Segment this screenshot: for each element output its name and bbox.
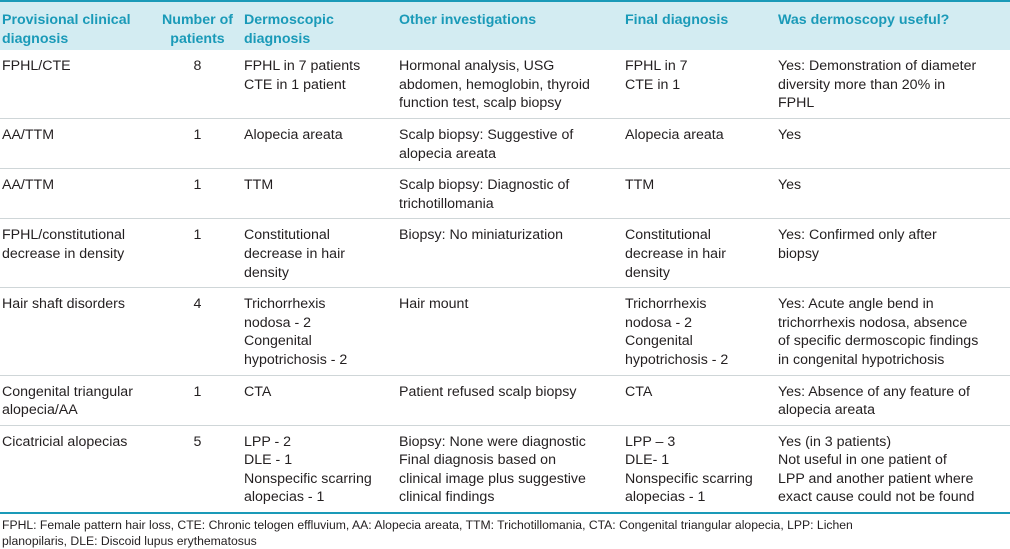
cell-line: nodosa - 2 bbox=[625, 314, 693, 331]
cell-line: Patient refused scalp biopsy bbox=[399, 383, 577, 400]
header-line: diagnosis bbox=[244, 30, 311, 47]
provisional-diagnosis-cell bbox=[0, 219, 155, 288]
table-row bbox=[0, 375, 1010, 425]
header-line: Number of bbox=[162, 12, 233, 28]
cell-line: Cicatricial alopecias bbox=[2, 433, 128, 450]
cell-line: exact cause could not be found bbox=[778, 489, 975, 506]
cell-line: Alopecia areata bbox=[244, 126, 343, 143]
cell-line: FPHL bbox=[778, 95, 815, 112]
final-diagnosis-cell bbox=[623, 118, 776, 168]
footnote-line: planopilaris, DLE: Discoid lupus erythematosus bbox=[2, 534, 257, 549]
header-line: patients bbox=[170, 30, 225, 47]
other-investigations-cell bbox=[397, 288, 623, 375]
cell-line: DLE - 1 bbox=[244, 452, 293, 469]
patient-count-cell: 1 bbox=[193, 126, 202, 143]
final-diagnosis-cell bbox=[623, 288, 776, 375]
other-investigations-cell bbox=[397, 375, 623, 425]
patient-count-cell: 1 bbox=[193, 177, 202, 194]
cell-line: Hair mount bbox=[399, 296, 469, 313]
cell-line: CTA bbox=[625, 383, 653, 400]
cell-line: CTA bbox=[244, 383, 272, 400]
cell-line: LPP and another patient where bbox=[778, 470, 974, 487]
cell-line: Biopsy: No miniaturization bbox=[399, 227, 564, 244]
other-investigations-cell bbox=[397, 169, 623, 219]
cell-line: Trichorrhexis bbox=[625, 296, 707, 313]
cell-line: Yes bbox=[778, 177, 802, 194]
cell-line: nodosa - 2 bbox=[244, 314, 312, 331]
header-line: Other investigations bbox=[399, 12, 537, 28]
final-diagnosis-cell bbox=[623, 375, 776, 425]
other-investigations-header bbox=[397, 1, 623, 50]
dermoscopy-useful-cell bbox=[776, 425, 1010, 512]
dermoscopic-diagnosis-cell bbox=[242, 288, 397, 375]
dermoscopic-diagnosis-header bbox=[242, 1, 397, 50]
table-row bbox=[0, 219, 1010, 288]
number-of-patients-header bbox=[155, 1, 242, 50]
cell-line: Congenital triangular bbox=[2, 383, 133, 400]
cell-line: decrease in hair bbox=[244, 245, 345, 262]
cell-line: TTM bbox=[625, 177, 655, 194]
table-footnote bbox=[0, 512, 1010, 549]
table-row bbox=[0, 425, 1010, 512]
dermoscopy-useful-cell bbox=[776, 288, 1010, 375]
cell-line: CTE in 1 bbox=[625, 76, 681, 93]
patient-count-cell: 1 bbox=[193, 227, 202, 244]
cell-line: clinical findings bbox=[399, 489, 495, 506]
dermoscopy-useful-cell bbox=[776, 50, 1010, 118]
header-line: Final diagnosis bbox=[625, 12, 729, 28]
table-header bbox=[0, 1, 1010, 50]
cell-line: decrease in hair bbox=[625, 245, 726, 262]
cell-line: Congenital bbox=[625, 333, 693, 350]
cell-line: density bbox=[244, 264, 289, 281]
cell-line: trichorrhexis nodosa, absence bbox=[778, 314, 968, 331]
cell-line: Hormonal analysis, USG bbox=[399, 58, 555, 75]
patient-count-cell: 5 bbox=[193, 433, 202, 450]
cell-line: Congenital bbox=[244, 333, 312, 350]
cell-line: Scalp biopsy: Diagnostic of bbox=[399, 177, 570, 194]
cell-line: hypotrichosis - 2 bbox=[244, 351, 348, 368]
cell-line: LPP – 3 bbox=[625, 433, 676, 450]
provisional-diagnosis-cell bbox=[0, 118, 155, 168]
cell-line: FPHL/CTE bbox=[2, 58, 71, 75]
provisional-diagnosis-cell bbox=[0, 50, 155, 118]
provisional-diagnosis-header bbox=[0, 1, 155, 50]
cell-line: FPHL in 7 bbox=[625, 58, 688, 75]
provisional-diagnosis-cell bbox=[0, 169, 155, 219]
dermoscopy-useful-cell bbox=[776, 219, 1010, 288]
final-diagnosis-header bbox=[623, 1, 776, 50]
header-line: Dermoscopic bbox=[244, 12, 334, 28]
cell-line: Biopsy: None were diagnostic bbox=[399, 433, 586, 450]
dermoscopic-diagnosis-cell bbox=[242, 219, 397, 288]
patient-count-cell: 1 bbox=[193, 383, 202, 400]
cell-line: DLE- 1 bbox=[625, 452, 670, 469]
table-body bbox=[0, 50, 1010, 512]
cell-line: alopecia/AA bbox=[2, 402, 78, 419]
cell-line: CTE in 1 patient bbox=[244, 76, 346, 93]
cell-line: Yes: Acute angle bend in bbox=[778, 296, 934, 313]
cell-line: alopecias - 1 bbox=[625, 489, 706, 506]
dermoscopy-useful-header bbox=[776, 1, 1010, 50]
final-diagnosis-cell bbox=[623, 425, 776, 512]
cell-line: FPHL/constitutional bbox=[2, 227, 126, 244]
cell-line: alopecias - 1 bbox=[244, 489, 325, 506]
cell-line: Yes bbox=[778, 126, 802, 143]
provisional-diagnosis-cell bbox=[0, 288, 155, 375]
cell-line: alopecia areata bbox=[778, 402, 876, 419]
other-investigations-cell bbox=[397, 425, 623, 512]
table-row bbox=[0, 118, 1010, 168]
other-investigations-cell bbox=[397, 50, 623, 118]
final-diagnosis-cell bbox=[623, 219, 776, 288]
cell-line: Scalp biopsy: Suggestive of bbox=[399, 126, 574, 143]
cell-line: Yes: Absence of any feature of bbox=[778, 383, 970, 400]
other-investigations-cell bbox=[397, 118, 623, 168]
final-diagnosis-cell bbox=[623, 50, 776, 118]
table-row bbox=[0, 169, 1010, 219]
dermoscopic-diagnosis-cell bbox=[242, 50, 397, 118]
dermoscopic-diagnosis-cell bbox=[242, 118, 397, 168]
cell-line: Yes: Confirmed only after bbox=[778, 227, 937, 244]
cell-line: Yes: Demonstration of diameter bbox=[778, 58, 977, 75]
cell-line: clinical image plus suggestive bbox=[399, 470, 586, 487]
cell-line: LPP - 2 bbox=[244, 433, 292, 450]
header-line: Provisional clinical bbox=[2, 12, 131, 28]
cell-line: Constitutional bbox=[625, 227, 711, 244]
table-row bbox=[0, 50, 1010, 118]
cell-line: Trichorrhexis bbox=[244, 296, 326, 313]
cell-line: density bbox=[625, 264, 670, 281]
cell-line: function test, scalp biopsy bbox=[399, 95, 562, 112]
dermoscopic-diagnosis-cell bbox=[242, 425, 397, 512]
cell-line: AA/TTM bbox=[2, 177, 55, 194]
header-row bbox=[0, 1, 1010, 50]
header-line: diagnosis bbox=[2, 30, 69, 47]
cell-line: FPHL in 7 patients bbox=[244, 58, 361, 75]
cell-line: Not useful in one patient of bbox=[778, 452, 947, 469]
patient-count-cell: 4 bbox=[193, 296, 202, 313]
cell-line: decrease in density bbox=[2, 245, 125, 262]
patient-count-cell: 8 bbox=[193, 58, 202, 75]
cell-line: TTM bbox=[244, 177, 274, 194]
cell-line: trichotillomania bbox=[399, 195, 494, 212]
final-diagnosis-cell bbox=[623, 169, 776, 219]
footnote-line: FPHL: Female pattern hair loss, CTE: Chronic telogen effluvium, AA: Alopecia areata, TTM: Trichotillomania, CTA: Congenital triangular alopecia, LPP: Lichen bbox=[2, 518, 853, 533]
table-row bbox=[0, 288, 1010, 375]
cell-line: abdomen, hemoglobin, thyroid bbox=[399, 76, 590, 93]
cell-line: AA/TTM bbox=[2, 126, 55, 143]
dermoscopy-useful-cell bbox=[776, 169, 1010, 219]
cell-line: in congenital hypotrichosis bbox=[778, 351, 945, 368]
cell-line: biopsy bbox=[778, 245, 820, 262]
cell-line: Constitutional bbox=[244, 227, 330, 244]
cell-line: Alopecia areata bbox=[625, 126, 724, 143]
cell-line: Hair shaft disorders bbox=[2, 296, 126, 313]
cell-line: Nonspecific scarring bbox=[244, 470, 372, 487]
other-investigations-cell bbox=[397, 219, 623, 288]
dermoscopy-useful-cell bbox=[776, 375, 1010, 425]
cell-line: Final diagnosis based on bbox=[399, 452, 556, 469]
header-line: Was dermoscopy useful? bbox=[778, 12, 950, 28]
dermoscopic-diagnosis-cell bbox=[242, 375, 397, 425]
provisional-diagnosis-cell bbox=[0, 375, 155, 425]
cell-line: Yes (in 3 patients) bbox=[778, 433, 892, 450]
cell-line: Nonspecific scarring bbox=[625, 470, 753, 487]
provisional-diagnosis-cell bbox=[0, 425, 155, 512]
cell-line: of specific dermoscopic findings bbox=[778, 333, 979, 350]
cell-line: alopecia areata bbox=[399, 145, 497, 162]
cell-line: diversity more than 20% in bbox=[778, 76, 946, 93]
dermoscopic-diagnosis-cell bbox=[242, 169, 397, 219]
dermoscopy-useful-cell bbox=[776, 118, 1010, 168]
cell-line: hypotrichosis - 2 bbox=[625, 351, 729, 368]
